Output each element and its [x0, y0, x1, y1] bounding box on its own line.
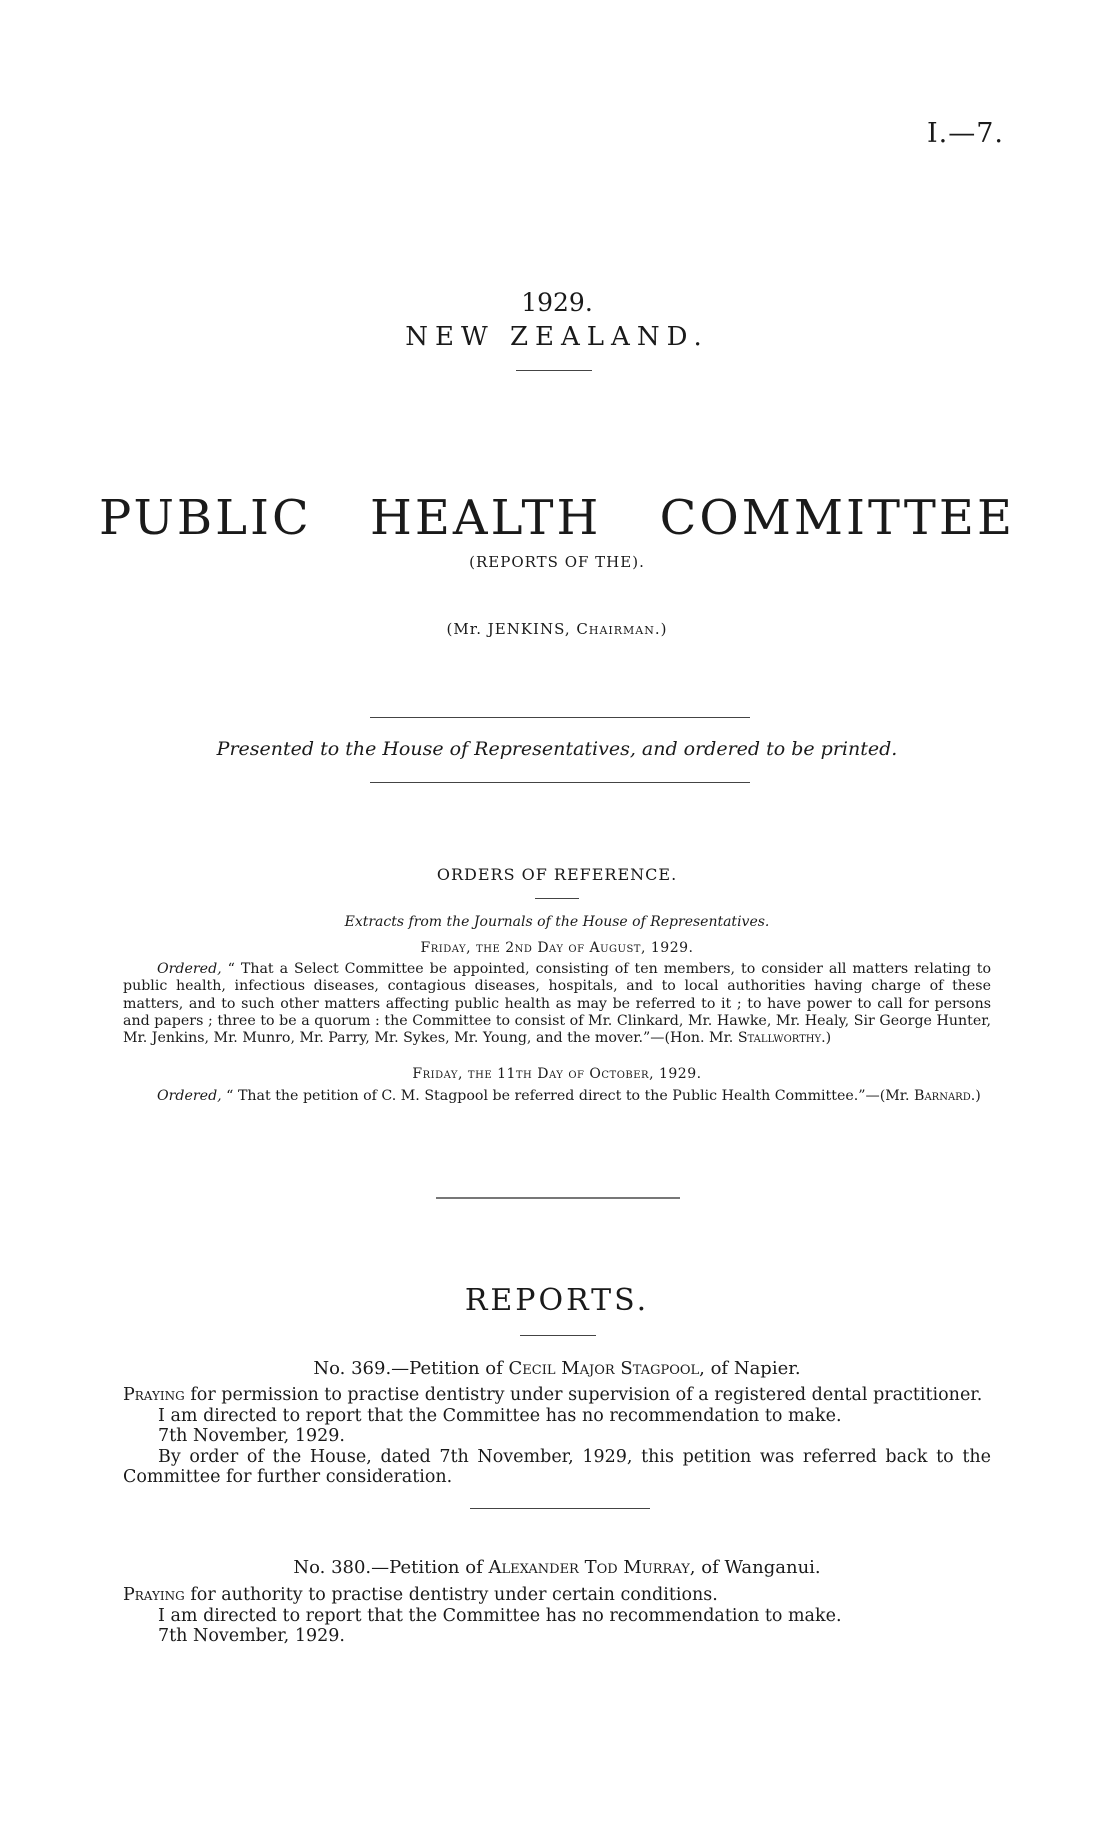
chairman-line: [0, 620, 1114, 638]
petition-380-body: [123, 1585, 991, 1647]
reports-heading: REPORTS.: [464, 1283, 650, 1318]
presented-statement: Presented to the House of Representatives, and ordered to be printed.: [216, 738, 898, 760]
divider: [535, 898, 579, 899]
year: 1929.: [521, 288, 593, 317]
report-date: 7th November, 1929.: [158, 1426, 345, 1446]
divider: [520, 1335, 596, 1336]
order-mover-1: Stallworthy: [737, 1030, 822, 1047]
order-mover-2: Barnard: [914, 1088, 971, 1104]
chairman-role: Chairman: [576, 620, 655, 638]
document-title: [0, 490, 1114, 546]
praying-line: [123, 1585, 991, 1606]
praying-word: Praying: [123, 1585, 185, 1605]
order-date-2: Friday, the 11th Day of October, 1929.: [412, 1066, 702, 1082]
title-word-public: PUBLIC: [98, 490, 312, 546]
order-end-1: .): [821, 1030, 832, 1047]
title-word-committee: COMMITTEE: [659, 490, 1016, 546]
ordered-label: Ordered,: [157, 961, 222, 977]
order-text-2: “ That the petition of C. M. Stagpool be referred direct to the Public Health Committee.”—(Mr.: [221, 1088, 915, 1104]
document-subtitle: (REPORTS OF THE).: [469, 553, 645, 571]
petition-369-prefix: No. 369.—Petition of: [313, 1358, 509, 1379]
petition-380-prefix: No. 380.—Petition of: [293, 1557, 489, 1578]
divider: [516, 370, 592, 371]
praying-text: for permission to practise dentistry under supervision of a registered dental practitioner.: [184, 1385, 983, 1405]
order-date-1: Friday, the 2nd Day of August, 1929.: [420, 940, 694, 956]
petitioner-name: Cecil Major Stagpool: [508, 1358, 700, 1379]
report-date: 7th November, 1929.: [158, 1626, 345, 1646]
order-end-2: .): [970, 1088, 981, 1104]
recommendation-line: I am directed to report that the Committee has no recommendation to make.: [158, 1405, 842, 1426]
recommendation-line: I am directed to report that the Committee has no recommendation to make.: [158, 1605, 842, 1626]
chairman-prefix: (Mr. JENKINS,: [446, 620, 577, 638]
petition-380-title: [0, 1557, 1114, 1578]
divider: [436, 1197, 680, 1199]
title-word-health: HEALTH: [370, 490, 602, 546]
page-reference: I.—7.: [926, 118, 1004, 149]
chairman-suffix: .): [654, 620, 668, 638]
order-paragraph-2: [123, 1088, 991, 1105]
praying-word: Praying: [123, 1385, 185, 1405]
divider: [470, 1508, 650, 1509]
petition-380-suffix: , of Wanganui.: [689, 1557, 821, 1578]
petition-369-body: [123, 1385, 991, 1488]
praying-text: for authority to practise dentistry under certain conditions.: [184, 1585, 718, 1605]
order-paragraph-1: [123, 961, 991, 1047]
orders-of-reference-heading: ORDERS OF REFERENCE.: [436, 865, 678, 884]
ordered-label: Ordered,: [157, 1088, 222, 1104]
divider: [370, 782, 750, 783]
petition-369-title: [0, 1358, 1114, 1379]
extracts-note: Extracts from the Journals of the House of Representatives.: [344, 914, 770, 930]
order-text-1: “ That a Select Committee be appointed, consisting of ten members, to consider all matters relating to public health, infectious diseases, contagious diseases, hospitals, and to local authorities having charge of these matters, and to such other matters affecting public health as may be referred to it ; to have power to call for persons and papers ; three to be a quorum : the Committee to consist of Mr. Clinkard, Mr. Hawke, Mr. Healy, Sir George Hunter, Mr. Jenkins, Mr. Munro, Mr. Parry, Mr. Sykes, Mr. Young, and the mover.”—(Hon. Mr.: [123, 961, 991, 1047]
country: NEW ZEALAND.: [405, 322, 709, 352]
praying-line: [123, 1385, 991, 1406]
petitioner-name: Alexander Tod Murray: [488, 1557, 690, 1578]
divider: [370, 717, 750, 718]
referral-note: By order of the House, dated 7th November, 1929, this petition was referred back to the Committee for further consideration.: [123, 1446, 991, 1487]
petition-369-suffix: , of Napier.: [699, 1358, 801, 1379]
